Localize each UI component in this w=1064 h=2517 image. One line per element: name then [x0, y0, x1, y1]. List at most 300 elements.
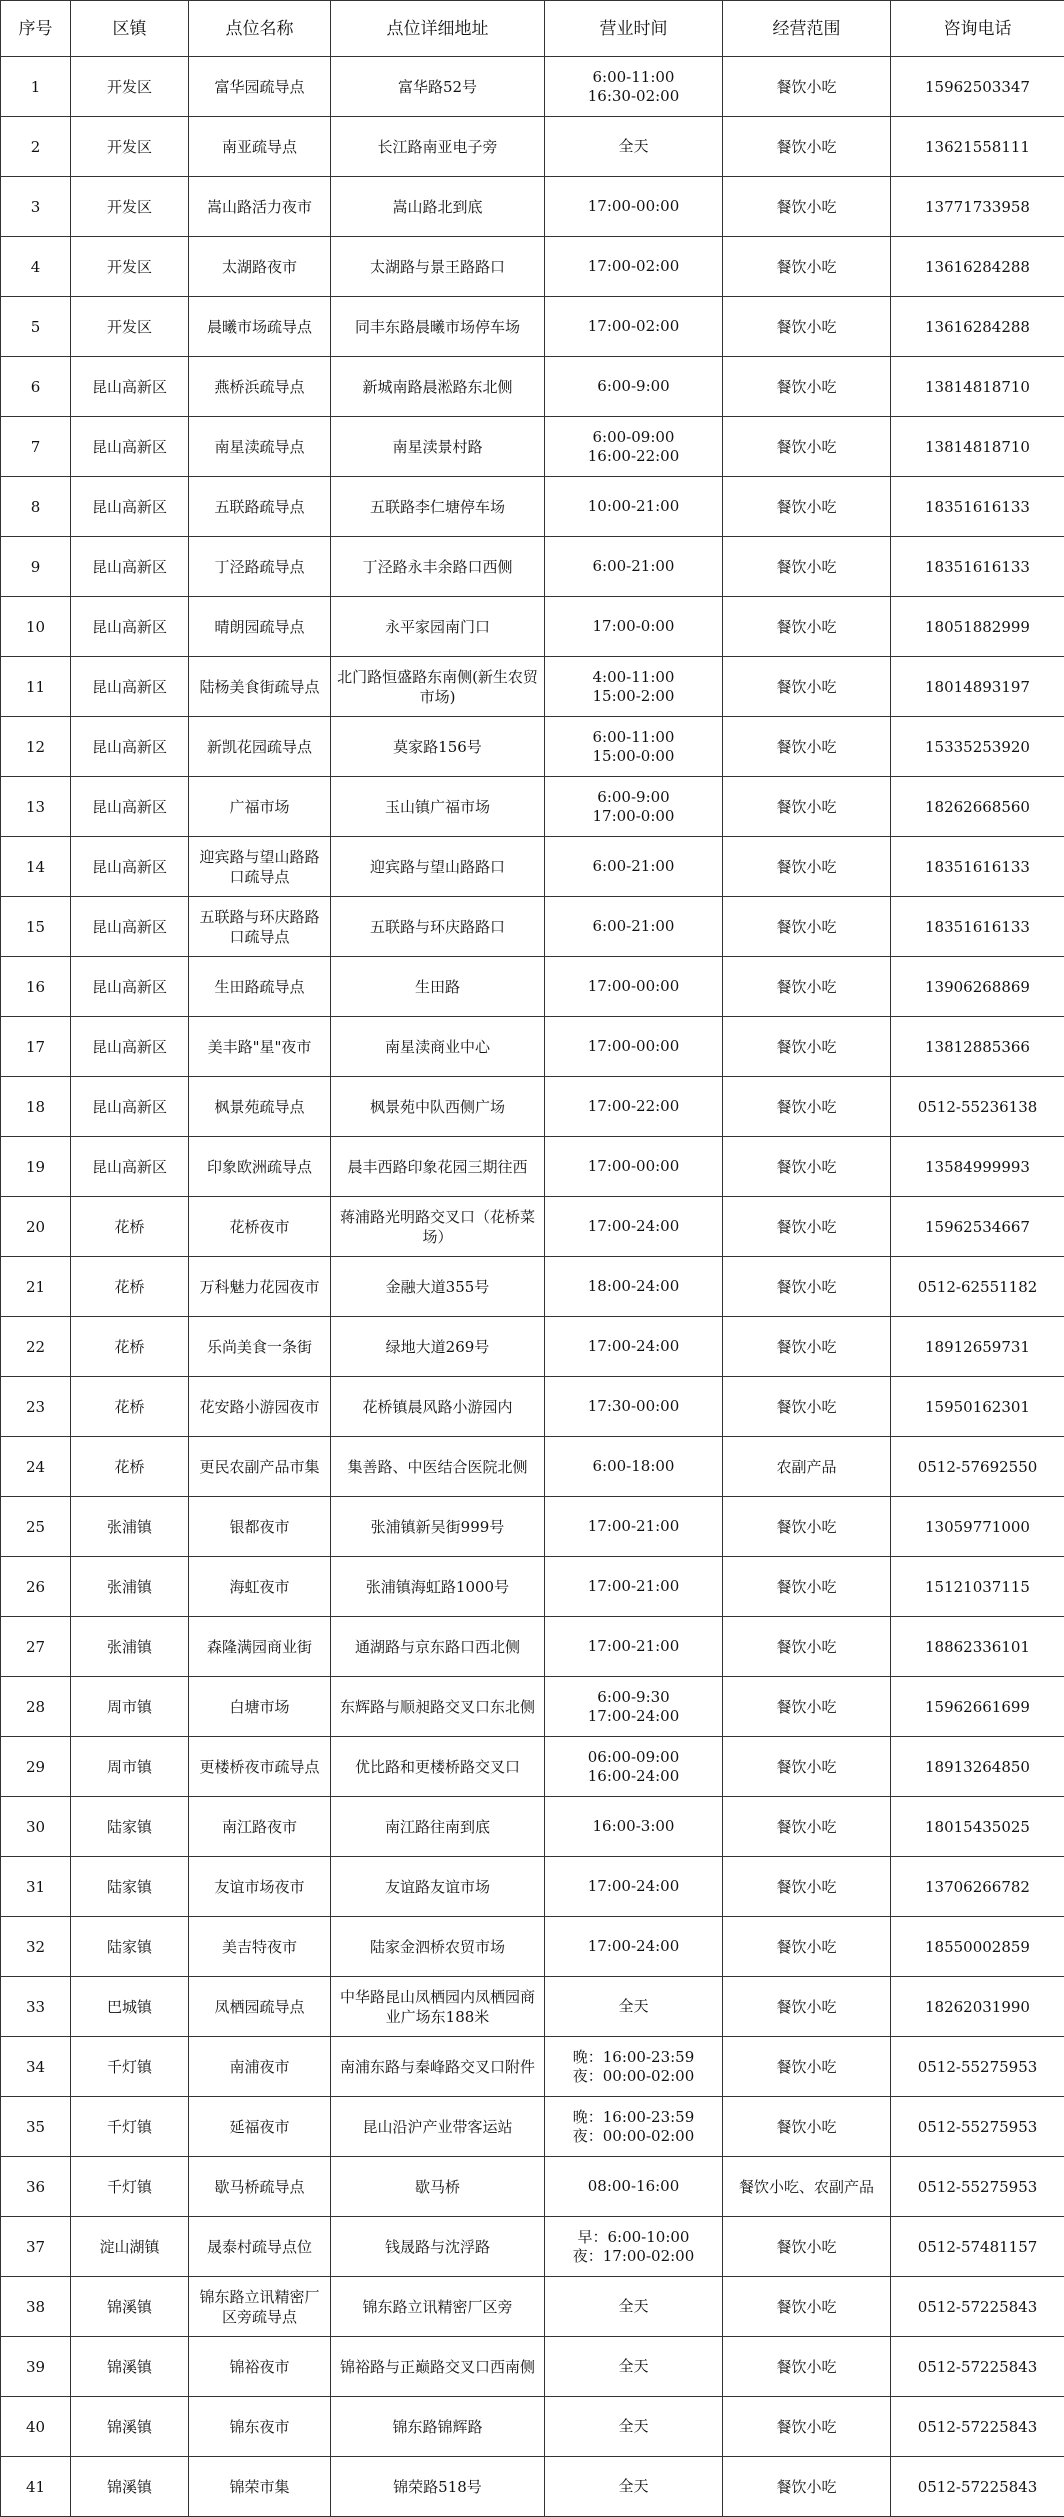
table-row [1, 1137, 1064, 1197]
cell-hours: 06:00-09:00 16:00-24:00 [545, 1737, 723, 1797]
cell-hours: 全天 [545, 2397, 723, 2457]
table-row [1, 897, 1064, 957]
cell-address: 晨丰西路印象花园三期往西 [331, 1137, 545, 1197]
cell-no: 22 [1, 1317, 71, 1377]
cell-scope: 餐饮小吃 [723, 2397, 891, 2457]
header-row [1, 1, 1064, 57]
cell-scope: 餐饮小吃 [723, 777, 891, 837]
cell-hours: 17:00-00:00 [545, 957, 723, 1017]
table-row [1, 657, 1064, 717]
cell-phone: 18351616133 [891, 477, 1064, 537]
cell-phone: 18015435025 [891, 1797, 1064, 1857]
header-address: 点位详细地址 [331, 1, 545, 57]
cell-no: 17 [1, 1017, 71, 1077]
cell-no: 41 [1, 2457, 71, 2517]
cell-name: 生田路疏导点 [189, 957, 331, 1017]
cell-district: 张浦镇 [71, 1497, 189, 1557]
cell-no: 23 [1, 1377, 71, 1437]
cell-no: 10 [1, 597, 71, 657]
cell-hours: 全天 [545, 2457, 723, 2517]
table-row [1, 1317, 1064, 1377]
cell-hours: 17:00-22:00 [545, 1077, 723, 1137]
cell-district: 周市镇 [71, 1737, 189, 1797]
cell-no: 31 [1, 1857, 71, 1917]
header-scope: 经营范围 [723, 1, 891, 57]
cell-phone: 0512-55275953 [891, 2097, 1064, 2157]
cell-name: 美吉特夜市 [189, 1917, 331, 1977]
cell-name: 太湖路夜市 [189, 237, 331, 297]
cell-phone: 15962503347 [891, 57, 1064, 117]
cell-district: 千灯镇 [71, 2157, 189, 2217]
cell-name: 燕桥浜疏导点 [189, 357, 331, 417]
cell-address: 南星渎商业中心 [331, 1017, 545, 1077]
cell-name: 枫景苑疏导点 [189, 1077, 331, 1137]
cell-no: 7 [1, 417, 71, 477]
cell-no: 6 [1, 357, 71, 417]
cell-address: 锦东路锦辉路 [331, 2397, 545, 2457]
cell-phone: 0512-55236138 [891, 1077, 1064, 1137]
table-row [1, 777, 1064, 837]
cell-scope: 餐饮小吃 [723, 1917, 891, 1977]
table-row [1, 357, 1064, 417]
cell-scope: 餐饮小吃 [723, 1617, 891, 1677]
cell-phone: 0512-57692550 [891, 1437, 1064, 1497]
cell-name: 更民农副产品市集 [189, 1437, 331, 1497]
header-name: 点位名称 [189, 1, 331, 57]
cell-address: 通湖路与京东路口西北侧 [331, 1617, 545, 1677]
cell-scope: 餐饮小吃 [723, 297, 891, 357]
cell-scope: 餐饮小吃 [723, 957, 891, 1017]
cell-hours: 晚：16:00-23:59 夜：00:00-02:00 [545, 2037, 723, 2097]
cell-district: 花桥 [71, 1437, 189, 1497]
table-row [1, 1977, 1064, 2037]
cell-no: 5 [1, 297, 71, 357]
cell-district: 开发区 [71, 297, 189, 357]
cell-no: 21 [1, 1257, 71, 1317]
cell-scope: 餐饮小吃 [723, 177, 891, 237]
cell-name: 丁泾路疏导点 [189, 537, 331, 597]
table-body [1, 57, 1064, 2517]
table-row [1, 1857, 1064, 1917]
cell-district: 陆家镇 [71, 1857, 189, 1917]
cell-scope: 餐饮小吃 [723, 1557, 891, 1617]
cell-hours: 17:00-24:00 [545, 1317, 723, 1377]
cell-hours: 全天 [545, 1977, 723, 2037]
cell-hours: 6:00-11:00 16:30-02:00 [545, 57, 723, 117]
cell-no: 35 [1, 2097, 71, 2157]
cell-name: 银都夜市 [189, 1497, 331, 1557]
cell-no: 13 [1, 777, 71, 837]
cell-no: 12 [1, 717, 71, 777]
cell-address: 歇马桥 [331, 2157, 545, 2217]
cell-name: 延福夜市 [189, 2097, 331, 2157]
cell-district: 昆山高新区 [71, 657, 189, 717]
cell-name: 友谊市场夜市 [189, 1857, 331, 1917]
table-row [1, 1617, 1064, 1677]
cell-no: 34 [1, 2037, 71, 2097]
table-row [1, 1677, 1064, 1737]
cell-district: 昆山高新区 [71, 477, 189, 537]
cell-address: 新城南路晨淞路东北侧 [331, 357, 545, 417]
cell-district: 千灯镇 [71, 2037, 189, 2097]
cell-scope: 餐饮小吃 [723, 897, 891, 957]
cell-no: 3 [1, 177, 71, 237]
cell-district: 开发区 [71, 117, 189, 177]
cell-no: 36 [1, 2157, 71, 2217]
table-row [1, 1077, 1064, 1137]
cell-phone: 0512-57225843 [891, 2277, 1064, 2337]
table-row [1, 1557, 1064, 1617]
table-row [1, 717, 1064, 777]
cell-name: 南亚疏导点 [189, 117, 331, 177]
cell-phone: 13706266782 [891, 1857, 1064, 1917]
cell-scope: 餐饮小吃 [723, 1857, 891, 1917]
table-row [1, 837, 1064, 897]
cell-phone: 13814818710 [891, 417, 1064, 477]
cell-phone: 0512-57481157 [891, 2217, 1064, 2277]
cell-scope: 餐饮小吃 [723, 1977, 891, 2037]
cell-hours: 6:00-9:00 17:00-0:00 [545, 777, 723, 837]
cell-address: 嵩山路北到底 [331, 177, 545, 237]
cell-hours: 6:00-9:30 17:00-24:00 [545, 1677, 723, 1737]
cell-address: 枫景苑中队西侧广场 [331, 1077, 545, 1137]
cell-hours: 全天 [545, 117, 723, 177]
cell-scope: 餐饮小吃、农副产品 [723, 2157, 891, 2217]
cell-phone: 18014893197 [891, 657, 1064, 717]
cell-name: 乐尚美食一条街 [189, 1317, 331, 1377]
cell-scope: 餐饮小吃 [723, 2277, 891, 2337]
cell-hours: 17:00-24:00 [545, 1197, 723, 1257]
cell-scope: 餐饮小吃 [723, 2217, 891, 2277]
table-row [1, 2337, 1064, 2397]
table-row [1, 117, 1064, 177]
cell-phone: 15950162301 [891, 1377, 1064, 1437]
cell-name: 南浦夜市 [189, 2037, 331, 2097]
cell-address: 钱晟路与沈浮路 [331, 2217, 545, 2277]
cell-phone: 18351616133 [891, 537, 1064, 597]
cell-name: 森隆满园商业街 [189, 1617, 331, 1677]
cell-no: 18 [1, 1077, 71, 1137]
cell-hours: 18:00-24:00 [545, 1257, 723, 1317]
cell-phone: 18913264850 [891, 1737, 1064, 1797]
cell-hours: 6:00-11:00 15:00-0:00 [545, 717, 723, 777]
cell-phone: 18351616133 [891, 897, 1064, 957]
cell-name: 花桥夜市 [189, 1197, 331, 1257]
cell-scope: 餐饮小吃 [723, 1737, 891, 1797]
cell-address: 同丰东路晨曦市场停车场 [331, 297, 545, 357]
cell-district: 花桥 [71, 1197, 189, 1257]
cell-no: 4 [1, 237, 71, 297]
cell-address: 昆山沿沪产业带客运站 [331, 2097, 545, 2157]
cell-address: 富华路52号 [331, 57, 545, 117]
cell-phone: 15121037115 [891, 1557, 1064, 1617]
cell-address: 集善路、中医结合医院北侧 [331, 1437, 545, 1497]
cell-phone: 18550002859 [891, 1917, 1064, 1977]
cell-district: 昆山高新区 [71, 777, 189, 837]
cell-phone: 18262668560 [891, 777, 1064, 837]
cell-district: 周市镇 [71, 1677, 189, 1737]
table-row [1, 597, 1064, 657]
cell-phone: 15962661699 [891, 1677, 1064, 1737]
cell-hours: 17:00-0:00 [545, 597, 723, 657]
cell-hours: 全天 [545, 2277, 723, 2337]
cell-no: 20 [1, 1197, 71, 1257]
table-row [1, 1017, 1064, 1077]
cell-scope: 餐饮小吃 [723, 237, 891, 297]
cell-hours: 6:00-18:00 [545, 1437, 723, 1497]
table-row [1, 2457, 1064, 2517]
cell-scope: 农副产品 [723, 1437, 891, 1497]
cell-address: 锦东路立讯精密厂区旁 [331, 2277, 545, 2337]
cell-scope: 餐饮小吃 [723, 1077, 891, 1137]
header-hours: 营业时间 [545, 1, 723, 57]
cell-scope: 餐饮小吃 [723, 2337, 891, 2397]
cell-name: 花安路小游园夜市 [189, 1377, 331, 1437]
cell-no: 15 [1, 897, 71, 957]
cell-hours: 4:00-11:00 15:00-2:00 [545, 657, 723, 717]
cell-phone: 13584999993 [891, 1137, 1064, 1197]
cell-scope: 餐饮小吃 [723, 2037, 891, 2097]
cell-phone: 0512-55275953 [891, 2037, 1064, 2097]
cell-no: 29 [1, 1737, 71, 1797]
cell-phone: 13906268869 [891, 957, 1064, 1017]
cell-name: 陆杨美食街疏导点 [189, 657, 331, 717]
cell-phone: 13814818710 [891, 357, 1064, 417]
cell-name: 锦荣市集 [189, 2457, 331, 2517]
cell-name: 晟泰村疏导点位 [189, 2217, 331, 2277]
cell-no: 39 [1, 2337, 71, 2397]
cell-district: 昆山高新区 [71, 837, 189, 897]
cell-address: 南江路往南到底 [331, 1797, 545, 1857]
cell-district: 昆山高新区 [71, 957, 189, 1017]
cell-phone: 18351616133 [891, 837, 1064, 897]
cell-no: 28 [1, 1677, 71, 1737]
header-no: 序号 [1, 1, 71, 57]
cell-no: 33 [1, 1977, 71, 2037]
cell-phone: 13621558111 [891, 117, 1064, 177]
table-row [1, 2037, 1064, 2097]
cell-name: 五联路疏导点 [189, 477, 331, 537]
cell-district: 开发区 [71, 177, 189, 237]
cell-name: 印象欧洲疏导点 [189, 1137, 331, 1197]
cell-no: 40 [1, 2397, 71, 2457]
cell-no: 24 [1, 1437, 71, 1497]
cell-name: 锦东夜市 [189, 2397, 331, 2457]
cell-address: 生田路 [331, 957, 545, 1017]
cell-address: 迎宾路与望山路路口 [331, 837, 545, 897]
table-row [1, 57, 1064, 117]
cell-district: 昆山高新区 [71, 1077, 189, 1137]
cell-district: 花桥 [71, 1377, 189, 1437]
cell-district: 开发区 [71, 57, 189, 117]
cell-hours: 6:00-09:00 16:00-22:00 [545, 417, 723, 477]
table-row [1, 1197, 1064, 1257]
cell-address: 锦荣路518号 [331, 2457, 545, 2517]
cell-hours: 早：6:00-10:00 夜：17:00-02:00 [545, 2217, 723, 2277]
table-row [1, 477, 1064, 537]
cell-scope: 餐饮小吃 [723, 1317, 891, 1377]
cell-address: 友谊路友谊市场 [331, 1857, 545, 1917]
cell-name: 万科魅力花园夜市 [189, 1257, 331, 1317]
cell-name: 晨曦市场疏导点 [189, 297, 331, 357]
cell-scope: 餐饮小吃 [723, 657, 891, 717]
cell-address: 中华路昆山凤栖园内凤栖园商业广场东188米 [331, 1977, 545, 2037]
cell-no: 38 [1, 2277, 71, 2337]
cell-phone: 0512-57225843 [891, 2457, 1064, 2517]
cell-scope: 餐饮小吃 [723, 1017, 891, 1077]
cell-address: 花桥镇晨风路小游园内 [331, 1377, 545, 1437]
cell-name: 锦东路立讯精密厂区旁疏导点 [189, 2277, 331, 2337]
cell-address: 张浦镇新吴街999号 [331, 1497, 545, 1557]
cell-phone: 0512-62551182 [891, 1257, 1064, 1317]
cell-phone: 13616284288 [891, 297, 1064, 357]
cell-hours: 17:00-00:00 [545, 1137, 723, 1197]
table-row [1, 1437, 1064, 1497]
cell-hours: 08:00-16:00 [545, 2157, 723, 2217]
cell-no: 9 [1, 537, 71, 597]
table-row [1, 1257, 1064, 1317]
cell-district: 锦溪镇 [71, 2277, 189, 2337]
cell-hours: 6:00-21:00 [545, 837, 723, 897]
cell-name: 晴朗园疏导点 [189, 597, 331, 657]
cell-address: 张浦镇海虹路1000号 [331, 1557, 545, 1617]
cell-name: 白塘市场 [189, 1677, 331, 1737]
cell-district: 昆山高新区 [71, 897, 189, 957]
cell-address: 玉山镇广福市场 [331, 777, 545, 837]
cell-hours: 17:00-02:00 [545, 297, 723, 357]
table-row [1, 537, 1064, 597]
cell-name: 美丰路"星"夜市 [189, 1017, 331, 1077]
table-row [1, 2217, 1064, 2277]
cell-district: 花桥 [71, 1257, 189, 1317]
cell-address: 蒋浦路光明路交叉口（花桥菜场） [331, 1197, 545, 1257]
cell-district: 昆山高新区 [71, 537, 189, 597]
cell-scope: 餐饮小吃 [723, 2097, 891, 2157]
cell-address: 太湖路与景王路路口 [331, 237, 545, 297]
table-row [1, 2157, 1064, 2217]
cell-name: 嵩山路活力夜市 [189, 177, 331, 237]
cell-district: 开发区 [71, 237, 189, 297]
cell-phone: 13616284288 [891, 237, 1064, 297]
cell-address: 优比路和更楼桥路交叉口 [331, 1737, 545, 1797]
cell-district: 锦溪镇 [71, 2457, 189, 2517]
cell-address: 丁泾路永丰余路口西侧 [331, 537, 545, 597]
cell-district: 昆山高新区 [71, 357, 189, 417]
cell-address: 东辉路与顺昶路交叉口东北侧 [331, 1677, 545, 1737]
table-row [1, 957, 1064, 1017]
cell-district: 张浦镇 [71, 1617, 189, 1677]
cell-phone: 15335253920 [891, 717, 1064, 777]
table-row [1, 2397, 1064, 2457]
cell-phone: 18262031990 [891, 1977, 1064, 2037]
cell-phone: 15962534667 [891, 1197, 1064, 1257]
header-phone: 咨询电话 [891, 1, 1064, 57]
table-row [1, 177, 1064, 237]
cell-no: 37 [1, 2217, 71, 2277]
cell-address: 五联路李仁塘停车场 [331, 477, 545, 537]
cell-scope: 餐饮小吃 [723, 1137, 891, 1197]
cell-address: 金融大道355号 [331, 1257, 545, 1317]
cell-no: 14 [1, 837, 71, 897]
cell-no: 19 [1, 1137, 71, 1197]
cell-hours: 17:00-21:00 [545, 1497, 723, 1557]
table-row [1, 297, 1064, 357]
cell-no: 32 [1, 1917, 71, 1977]
cell-scope: 餐饮小吃 [723, 1377, 891, 1437]
table-row [1, 1737, 1064, 1797]
cell-scope: 餐饮小吃 [723, 2457, 891, 2517]
header-district: 区镇 [71, 1, 189, 57]
cell-address: 陆家金泗桥农贸市场 [331, 1917, 545, 1977]
cell-name: 更楼桥夜市疏导点 [189, 1737, 331, 1797]
table-row [1, 1797, 1064, 1857]
cell-district: 锦溪镇 [71, 2337, 189, 2397]
cell-hours: 6:00-9:00 [545, 357, 723, 417]
cell-district: 淀山湖镇 [71, 2217, 189, 2277]
cell-hours: 6:00-21:00 [545, 897, 723, 957]
cell-phone: 13771733958 [891, 177, 1064, 237]
cell-hours: 17:00-00:00 [545, 177, 723, 237]
cell-district: 陆家镇 [71, 1797, 189, 1857]
cell-hours: 17:00-21:00 [545, 1557, 723, 1617]
cell-phone: 18862336101 [891, 1617, 1064, 1677]
cell-district: 锦溪镇 [71, 2397, 189, 2457]
table-row [1, 1497, 1064, 1557]
cell-district: 花桥 [71, 1317, 189, 1377]
cell-district: 张浦镇 [71, 1557, 189, 1617]
cell-district: 昆山高新区 [71, 597, 189, 657]
cell-phone: 0512-55275953 [891, 2157, 1064, 2217]
cell-address: 北门路恒盛路东南侧(新生农贸市场) [331, 657, 545, 717]
cell-phone: 0512-57225843 [891, 2337, 1064, 2397]
table-row [1, 1917, 1064, 1977]
table-row [1, 2097, 1064, 2157]
cell-phone: 13812885366 [891, 1017, 1064, 1077]
cell-hours: 全天 [545, 2337, 723, 2397]
cell-hours: 17:00-00:00 [545, 1017, 723, 1077]
cell-name: 锦裕夜市 [189, 2337, 331, 2397]
cell-scope: 餐饮小吃 [723, 417, 891, 477]
cell-name: 迎宾路与望山路路口疏导点 [189, 837, 331, 897]
cell-address: 五联路与环庆路路口 [331, 897, 545, 957]
cell-name: 南星渎疏导点 [189, 417, 331, 477]
table-row [1, 1377, 1064, 1437]
cell-address: 绿地大道269号 [331, 1317, 545, 1377]
cell-scope: 餐饮小吃 [723, 1797, 891, 1857]
cell-hours: 16:00-3:00 [545, 1797, 723, 1857]
cell-scope: 餐饮小吃 [723, 117, 891, 177]
cell-no: 30 [1, 1797, 71, 1857]
cell-scope: 餐饮小吃 [723, 1677, 891, 1737]
cell-no: 25 [1, 1497, 71, 1557]
cell-scope: 餐饮小吃 [723, 537, 891, 597]
cell-address: 长江路南亚电子旁 [331, 117, 545, 177]
cell-no: 2 [1, 117, 71, 177]
cell-hours: 17:00-21:00 [545, 1617, 723, 1677]
cell-district: 昆山高新区 [71, 417, 189, 477]
cell-address: 莫家路156号 [331, 717, 545, 777]
cell-name: 歇马桥疏导点 [189, 2157, 331, 2217]
table-row [1, 2277, 1064, 2337]
cell-district: 巴城镇 [71, 1977, 189, 2037]
cell-name: 广福市场 [189, 777, 331, 837]
cell-name: 海虹夜市 [189, 1557, 331, 1617]
cell-hours: 10:00-21:00 [545, 477, 723, 537]
cell-phone: 13059771000 [891, 1497, 1064, 1557]
cell-scope: 餐饮小吃 [723, 837, 891, 897]
cell-scope: 餐饮小吃 [723, 597, 891, 657]
cell-hours: 17:00-24:00 [545, 1857, 723, 1917]
